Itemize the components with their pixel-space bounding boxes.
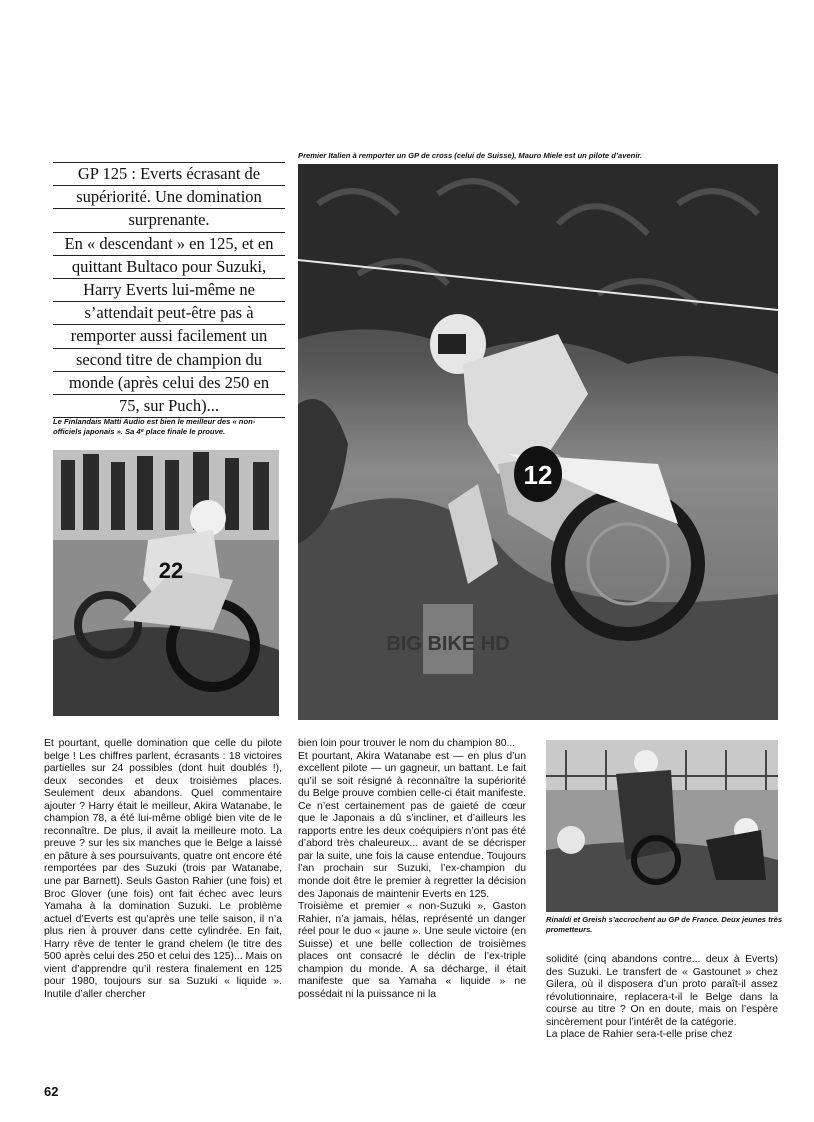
pull-quote-line: monde (après celui des 250 en: [53, 372, 285, 395]
motocross-rider-photo: [298, 164, 778, 720]
paragraph: solidité (cinq abandons contre... deux à Everts) des Suzuki. Le transfert de « Gastounet » chez Gilera, où il disposera d’un proto paraît-il assez révolutionnaire, replacera-t-il le Belge dans la course au titre ? On en doute, mais on l’espère sincèrement pour l’intérêt de la catégorie.: [546, 954, 778, 1028]
paragraph: Et pourtant, quelle domination que celle du pilote belge ! Les chiffres parlent, écrasants : 18 victoires partielles sur 24 possibles (dont huit doublés !), deux secondes et deux troisièmes places. Seulement deux abandons. Quel commentaire ajouter ? Harry était le meilleur, Akira Watanabe, le champion 78, a été lui-même obligé bien vite de le reconnaître. De plus, il avait la meilleure moto. La preuve ? sur les six manches que le Belge a laissé en pâture à ses poursuivants, quatre ont encore été remportées par des Suzuki (trois par Watanabe, une par Barnett). Seuls Gaston Rahier (une fois) et Broc Glover (une fois) ont fait échec avec leurs Yamaha à la domination Suzuki. Le problème actuel d’Everts est qu’après une telle saison, il n’a plus rien à prouver dans cette cylindrée. En fait, Harry rêve de tenter le grand chelem (le titre des 500 après celui des 250 et celui des 125)... Mais on vient d’apprendre qu’il restera finalement en 125 pour 1980, toujours sur sa Suzuki « liquide ». Inutile d’aller chercher: [44, 738, 282, 1000]
pull-quote-line: En « descendant » en 125, et en: [53, 233, 285, 256]
pull-quote-line: supériorité. Une domination: [53, 186, 285, 209]
text-column-1: [44, 738, 282, 1001]
pull-quote-line: remporter aussi facilement un: [53, 325, 285, 348]
paragraph: La place de Rahier sera-t-elle prise chez: [546, 1029, 733, 1041]
main-photo-caption: Premier Italien à remporter un GP de cross (celui de Suisse), Mauro Miele est un pilote d’avenir.: [298, 151, 643, 160]
left-photo: [53, 450, 279, 716]
main-photo: [298, 164, 778, 720]
pull-quote-line: Harry Everts lui-même ne: [53, 279, 285, 302]
pull-quote-line: 75, sur Puch)...: [53, 395, 285, 418]
paragraph: bien loin pour trouver le nom du champion 80...: [298, 738, 516, 749]
pull-quote: [53, 162, 285, 418]
pull-quote-line: surprenante.: [53, 209, 285, 232]
pull-quote-line: GP 125 : Everts écrasant de: [53, 162, 285, 186]
left-photo-caption: Le Finlandais Matti Audio est bien le meilleur des « non-officiels japonais ». Sa 4ᵉ place finale le prouve.: [53, 417, 256, 436]
right-photo: [546, 740, 778, 912]
watermark-text: BIG BIKE HD: [386, 633, 510, 655]
rider-number: 22: [158, 558, 184, 583]
text-column-2: [298, 738, 526, 1001]
text-column-3: [546, 954, 778, 1042]
right-photo-caption: Rinaldi et Greish s’accrochent au GP de France. Deux jeunes très prometteurs.: [546, 915, 783, 934]
page-number: 62: [44, 1084, 59, 1099]
pull-quote-line: s’attendait peut-être pas à: [53, 302, 285, 325]
rinaldi-greish-photo: [546, 740, 778, 912]
paragraph: Troisième et premier « non-Suzuki », Gaston Rahier, n’a jamais, hélas, représenté un danger réel pour le duo « jaune ». Une seule victoire (en Suisse) et une belle collection de troisièmes places ont consacré le déclin de l’ex-triple champion du monde. A sa décharge, il était manifeste que sa Yamaha « liquide » ne possédait ni la puissance ni la: [298, 901, 526, 1000]
paragraph: Et pourtant, Akira Watanabe est — en plus d’un excellent pilote — un gagneur, un battant. Le fait qu’il se soit résigné à reconnaître la supériorité du Belge prouve combien celle-ci était manifeste. Ce n’est certainement pas de gaieté de cœur que le Japonais a dû s’incliner, et d’ailleurs les rapports entre les deux coéquipiers n’ont pas été d’abord très chaleureux... avant de se décrisper par la suite, une fois la cause entendue. Toujours l’an prochain sur Suzuki, l’ex-champion du monde doit être le premier à regretter la décision des Japonais de maintenir Everts en 125.: [298, 750, 526, 900]
pull-quote-line: second titre de champion du: [53, 349, 285, 372]
pull-quote-line: quittant Bultaco pour Suzuki,: [53, 256, 285, 279]
rider-number: 12: [523, 460, 553, 490]
finnish-rider-photo: [53, 450, 279, 716]
